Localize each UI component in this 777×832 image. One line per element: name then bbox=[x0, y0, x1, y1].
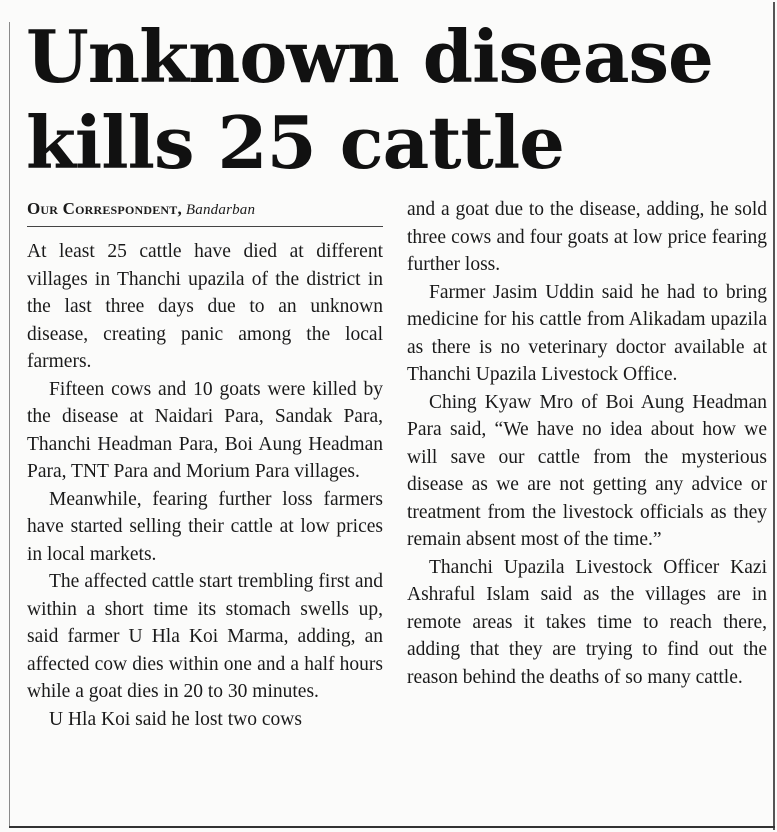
paragraph: Ching Kyaw Mro of Boi Aung Headman Para said, “We have no idea about how we will save our cattle from the mysterious disease as we are not getting any advice or treatment from the livestock officials as they remain absent most of the time.” bbox=[407, 391, 767, 550]
article-column-2 bbox=[407, 196, 767, 691]
headline-line-2: kills 25 cattle bbox=[26, 100, 564, 185]
bottom-border-rule bbox=[9, 826, 775, 828]
right-border-rule bbox=[773, 2, 775, 830]
headline-line-1: Unknown disease bbox=[26, 14, 713, 99]
paragraph: Meanwhile, fearing further loss farmers have started selling their cattle at low prices in local markets. bbox=[27, 488, 383, 565]
paragraph: The affected cattle start trembling first and within a short time its stomach swells up, said farmer U Hla Koi Marma, adding, an affected cow dies within one and a half hours while a goat dies in 20 to 30 minutes. bbox=[27, 571, 383, 702]
byline-rule bbox=[27, 226, 383, 227]
paragraph: Farmer Jasim Uddin said he had to bring medicine for his cattle from Alikadam upazila as there is no veterinary doctor available at Thanchi Upazila Livestock Office. bbox=[407, 281, 767, 385]
paragraph: U Hla Koi said he lost two cows bbox=[49, 708, 302, 730]
byline-author: Our Correspondent, bbox=[27, 199, 182, 218]
paragraph: At least 25 cattle have died at different villages in Thanchi upazila of the district in the last three days due to an unknown disease, creating panic among the local farmers. bbox=[27, 241, 383, 372]
paragraph: Thanchi Upazila Livestock Officer Kazi Ashraful Islam said as the villages are in remote areas it takes time to reach there, adding that they are trying to find out the reason behind the deaths of so many cattle. bbox=[407, 556, 767, 688]
byline bbox=[27, 196, 383, 222]
article-column-1 bbox=[27, 196, 383, 733]
left-column-rule bbox=[9, 22, 10, 826]
paragraph: Fifteen cows and 10 goats were killed by the disease at Naidari Para, Sandak Para, Thanchi Headman Para, Boi Aung Headman Para, TNT Para and Morium Para villages. bbox=[27, 378, 383, 482]
headline bbox=[26, 14, 766, 186]
byline-place: Bandarban bbox=[185, 202, 256, 218]
paragraph: and a goat due to the disease, adding, he sold three cows and four goats at low price fearing further loss. bbox=[407, 199, 767, 275]
